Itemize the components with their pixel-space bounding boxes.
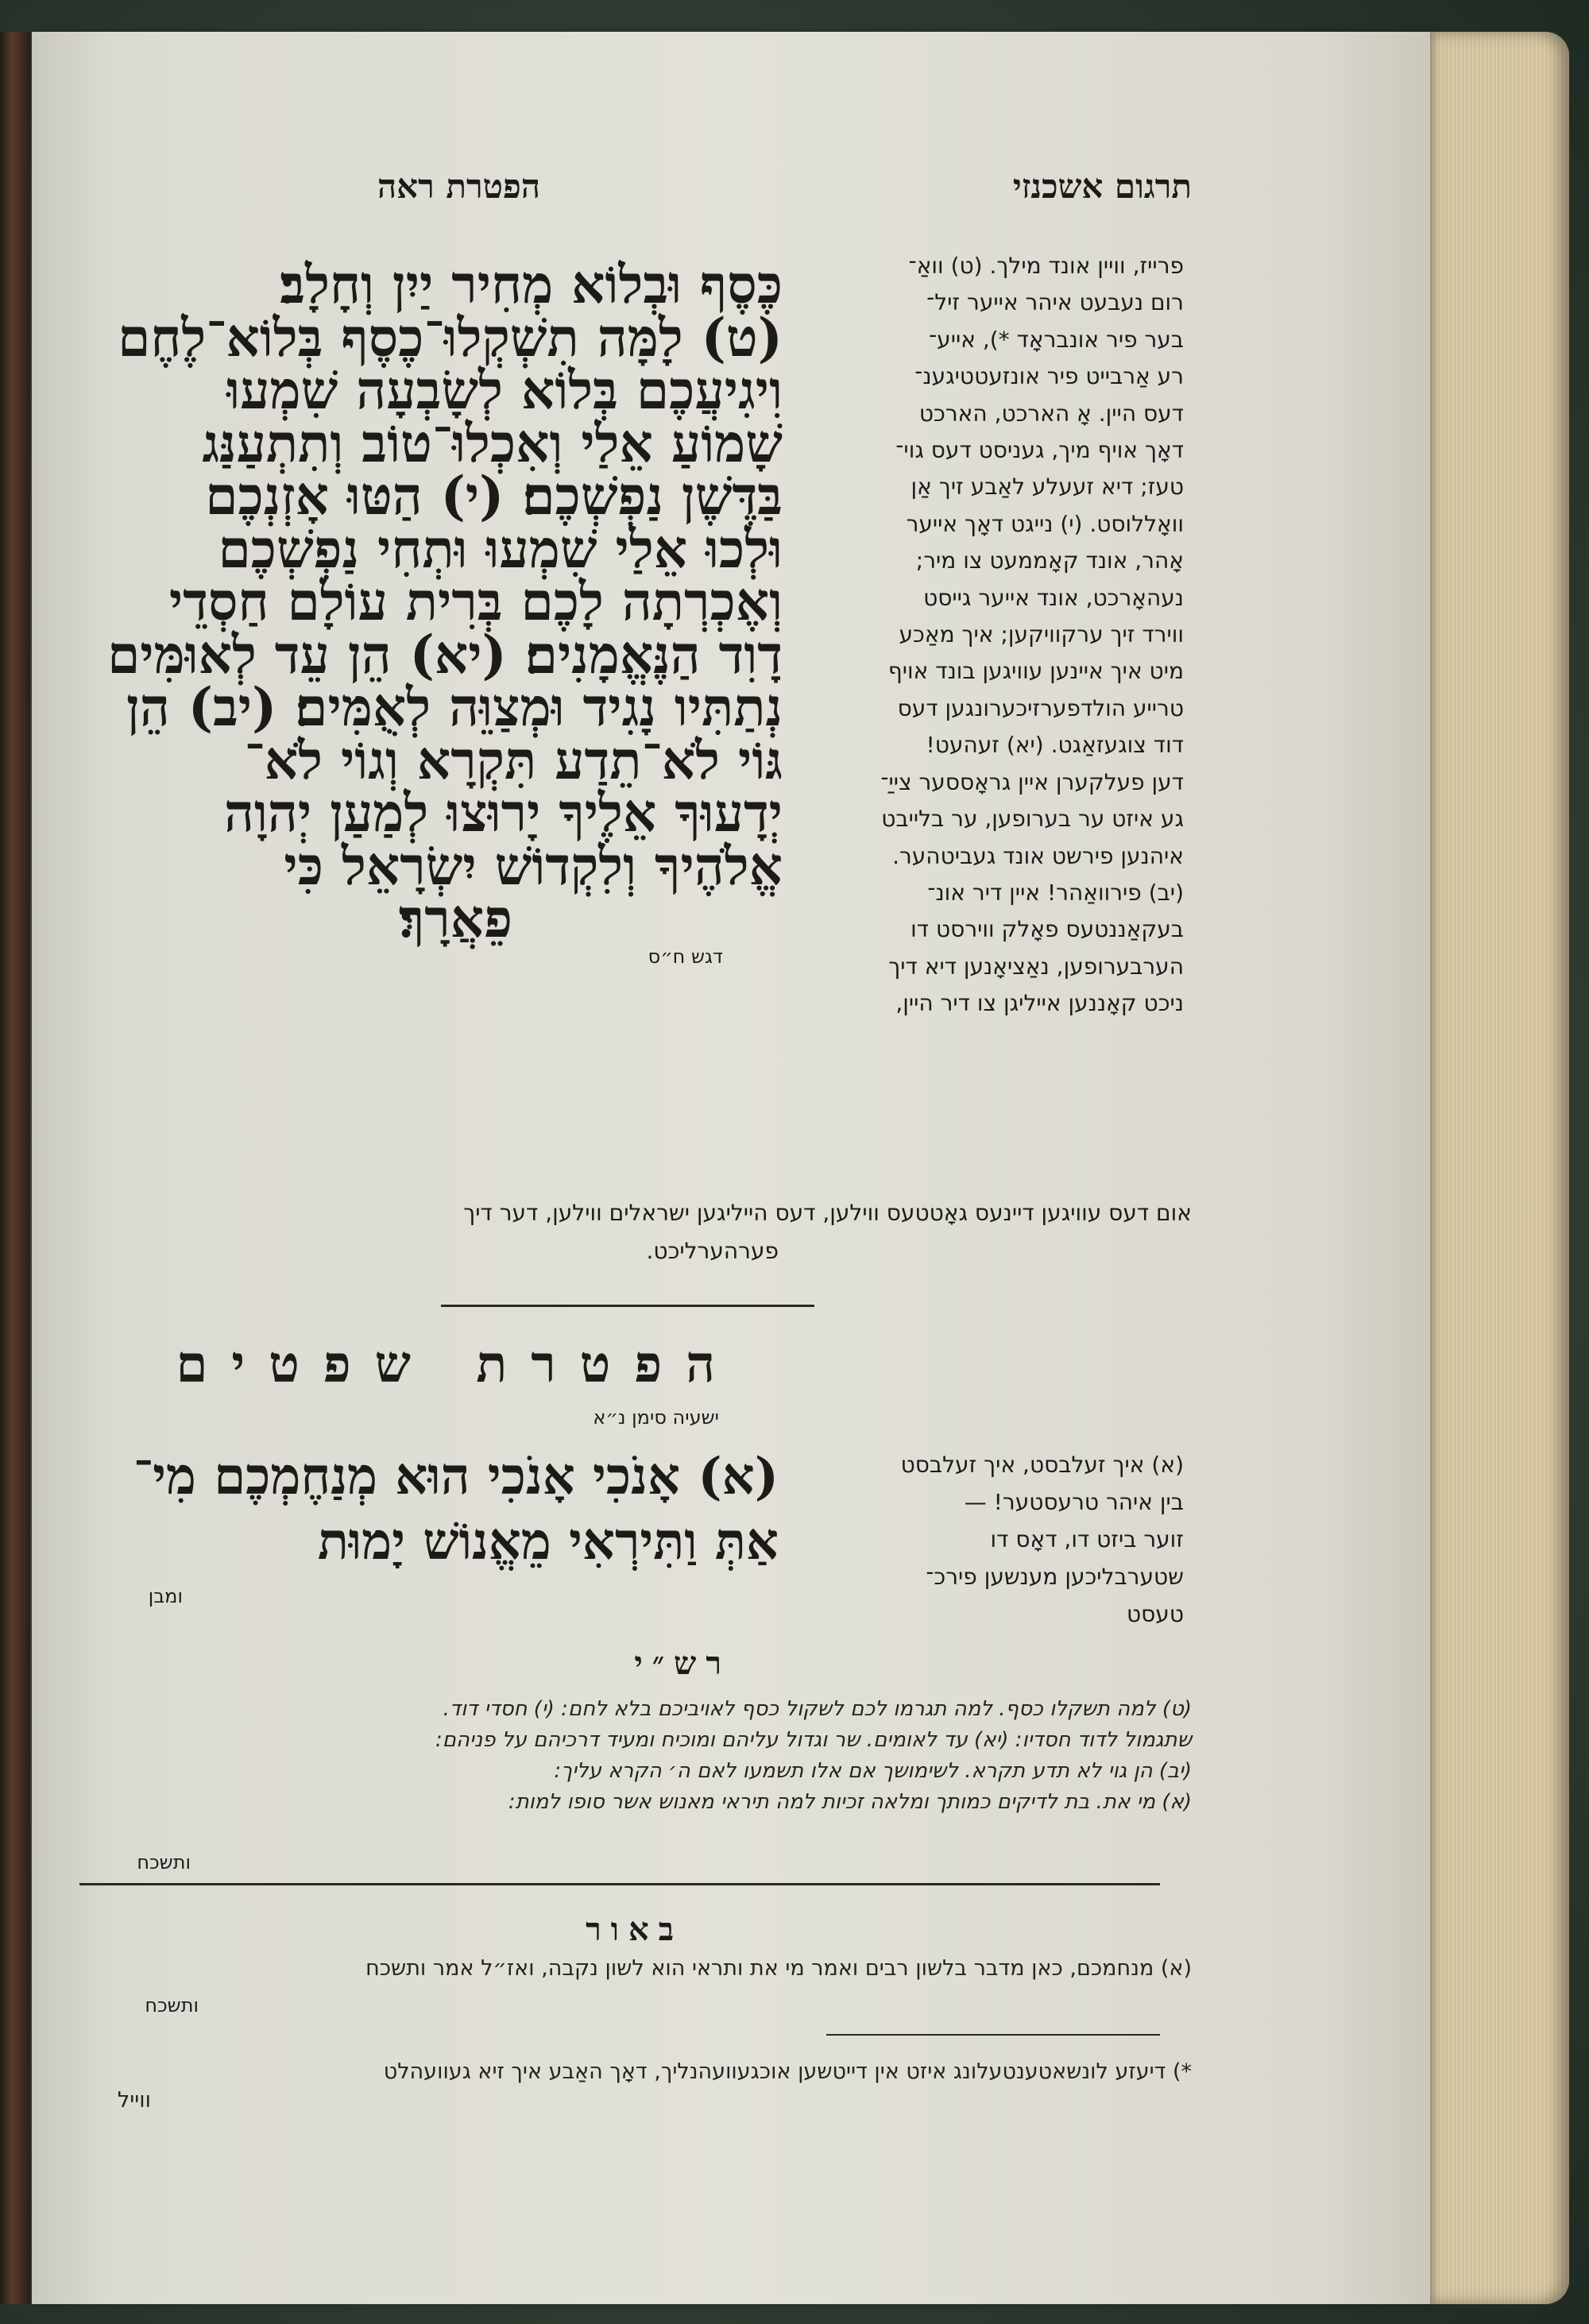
haftarah-shoftim-title: הפטרת שפטים <box>176 1335 739 1394</box>
commentary-line: (יב) הן גוי לא תדע תקרא. לשימושך אם אלו תשמעו לאם ה׳ הקרא עליך: <box>554 1759 1192 1783</box>
book-spine-edge <box>0 32 30 2304</box>
header-right-title: תרגום אשכנזי <box>1012 167 1192 206</box>
haftarah-shoftim-subtitle: ישעיה סימן נ״א <box>593 1406 719 1429</box>
translation-line: טרייע הולדפערזיכערונגען דעס <box>897 694 1184 721</box>
verse-line: בַּדֶּשֶׁן נַפְשְׁכֶם׃ (י) הַטּוּ אָזְנְכֶם <box>205 465 783 527</box>
catchword: ומבן <box>148 1585 183 1607</box>
commentary-divider <box>79 1883 1160 1885</box>
verse-line: וִיגִיעֲכֶם בְּלוֹא לְשָׂבְעָה שִׁמְעוּ <box>226 359 783 421</box>
verse-line: דָוִד הַנֶּאֱמָנִים׃ (יא) הֵן עֵד לְאוּמִּים <box>107 623 783 686</box>
translation-line: טעסט <box>1126 1601 1184 1627</box>
book-page <box>32 32 1430 2304</box>
page-edges <box>1422 32 1569 2304</box>
verse-line: אַתְּ וַתִּירְאִי מֵאֱנוֹשׁ יָמוּת <box>317 1512 779 1572</box>
catchword: ותשכח <box>137 1851 191 1874</box>
verse-line: יְדָעוּךָ אֵלֶיךָ יָרוּצוּ לְמַעַן יְהוָה <box>224 782 783 844</box>
translation-wide-line: פערהערליכט. <box>646 1238 779 1264</box>
translation-line: בין איהר טרעסטער! — <box>964 1489 1184 1515</box>
translation-line: איהנען פירשט אונד געביטהער. <box>892 842 1184 869</box>
translation-line: זוער ביזט דו, דאָס דו <box>990 1526 1184 1553</box>
verse-line: (א) אָנֹכִי אָנֹכִי הוּא מְנַחֶמְכֶם מִי־ <box>133 1447 779 1506</box>
rashi-label: רש״י <box>634 1645 731 1682</box>
translation-line: אָהר, אונד קאָממעט צו מיר; <box>915 547 1184 574</box>
translation-line: גע איזט ער בערופען, ער בלייבט <box>881 806 1184 833</box>
verse-line: וּלְכוּ אֵלַי שִׁמְעוּ וּתְחִי נַפְשְׁכֶם <box>218 517 783 580</box>
commentary-line: (א) מנחמכם, כאן מדבר בלשון רבים ואמר מי את ותראי הוא לשון נקבה, ואז״ל אמר ותשכח <box>365 1956 1192 1981</box>
rashi-commentary <box>95 1694 1192 1818</box>
footnote <box>64 2058 1192 2115</box>
translation-wide-line: אום דעס עוויגען דיינעס גאָטטעס ווילען, דעס הייליגען ישראלים ווילען, דער דיך <box>463 1200 1192 1226</box>
commentary-line: (ט) למה תשקלו כסף. למה תגרמו לכם לשקול כסף לאויביכם בלא לחם: (י) חסדי דוד. <box>443 1697 1192 1721</box>
footnote-line: *) דיעזע לונשאטענטעלונג איזט אין דייטשען אוכגעוועהנליך, דאָך האַבע איך זיא געוועהלט <box>383 2059 1192 2084</box>
haftarah-shoftim-hebrew <box>133 1444 779 1575</box>
translation-line: טעז; דיא זעעלע לאַבע זיך אַן <box>910 474 1184 501</box>
translation-line: (א) איך זעלבסט, איך זעלבסט <box>900 1452 1184 1478</box>
footnote-divider <box>826 2034 1160 2036</box>
biur-commentary <box>79 1955 1192 1983</box>
header-left-title: הפטרת ראה <box>377 167 540 206</box>
translation-line: דוד צוגעזאַגט. (יא) זעהעט! <box>926 732 1184 759</box>
translation-line: פרייז, וויין אונד מילך. (ט) וואַ־ <box>908 253 1184 279</box>
verse-line: וְאֶכְרְתָה לָכֶם בְּרִית עוֹלָם חַסְדֵי <box>168 570 783 632</box>
translation-line: מיט איך איינען עוויגען בונד אויף <box>887 658 1184 685</box>
biur-label: באור <box>586 1911 683 1948</box>
translation-line: הערבערופען, נאַציאָנען דיא דיך <box>888 953 1184 980</box>
footnote-line: ווייל <box>117 2088 151 2113</box>
haftarah-reeh-translation <box>798 248 1184 1023</box>
verse-line: נְתַתִּיו נָגִיד וּמְצַוֵּה לְאֻמִּים׃ (יב) הֵן <box>126 676 783 738</box>
translation-line: בעקאַננטעס פאָלק ווירסט דו <box>910 916 1184 943</box>
translation-line: דעס היין. אָ הארכט, הארכט <box>918 400 1184 427</box>
commentary-line: שתגמול לדוד חסדיו: (יא) עד לאומים. שר וגדול עליהם ומוכיח ומעיד דרכיהם על פניהם: <box>435 1728 1192 1752</box>
verse-line: שָׁמוֹעַ אֵלַי וְאִכְלוּ־טוֹב וְתִתְעַנַּג <box>202 412 783 474</box>
translation-line: דאָך אויף מיך, געניסט דעס גוי־ <box>895 437 1184 464</box>
verse-line: כֶּסֶף וּבְלוֹא מְחִיר יַיִן וְחָלָב׃ <box>280 253 783 315</box>
translation-line: שטערבליכען מענשען פירכ־ <box>926 1564 1184 1590</box>
translation-line: דען פעלקערן איין גראָססער צייַ־ <box>880 768 1184 795</box>
verse-line: (ט) לָמָּה תִשְׁקְלוּ־כֶסֶף בְּלוֹא־לֶחֶם <box>118 306 783 369</box>
commentary-line: (א) מי את. בת לדיקים כמותך ומלאה זכיות למה תיראי מאנוש אשר סופו למות: <box>508 1790 1192 1814</box>
translation-line: רום נעבעט איהר אייער זיל־ <box>926 289 1184 316</box>
section-divider <box>441 1305 814 1307</box>
translation-line: וואָללוסט. (י) נייגט דאָך אייער <box>906 510 1184 537</box>
translation-line: בער פיר אונבראָד *), אייע־ <box>929 326 1184 353</box>
verse-line: אֱלֹהֶיךָ וְלִקְדוֹשׁ יִשְׂרָאֵל כִּי <box>284 834 783 897</box>
translation-line: ווירד זיך ערקוויקען; איך מאַכע <box>899 621 1184 648</box>
catchword: ותשכח <box>145 1994 199 2017</box>
translation-line: ניכט קאָננען אייליגן צו דיר היין, <box>895 990 1184 1017</box>
ending-mark: דגש ח״ס <box>648 945 723 968</box>
verse-line: גּוֹי לֹא־תֵדַע תִּקְרָא וְגוֹי לֹא־ <box>244 729 783 791</box>
translation-line: נעהאָרכט, אונד אייער גייסט <box>923 584 1184 611</box>
translation-line: רע אַרבייט פיר אונזעטטיגענ־ <box>914 363 1184 390</box>
translation-line: (יב) פירוואַהר! איין דיר אונ־ <box>927 879 1184 906</box>
haftarah-shoftim-translation <box>810 1446 1184 1633</box>
haftarah-reeh-hebrew <box>99 253 783 949</box>
verse-line: פֵאֲרָךְ׃ <box>398 887 512 949</box>
